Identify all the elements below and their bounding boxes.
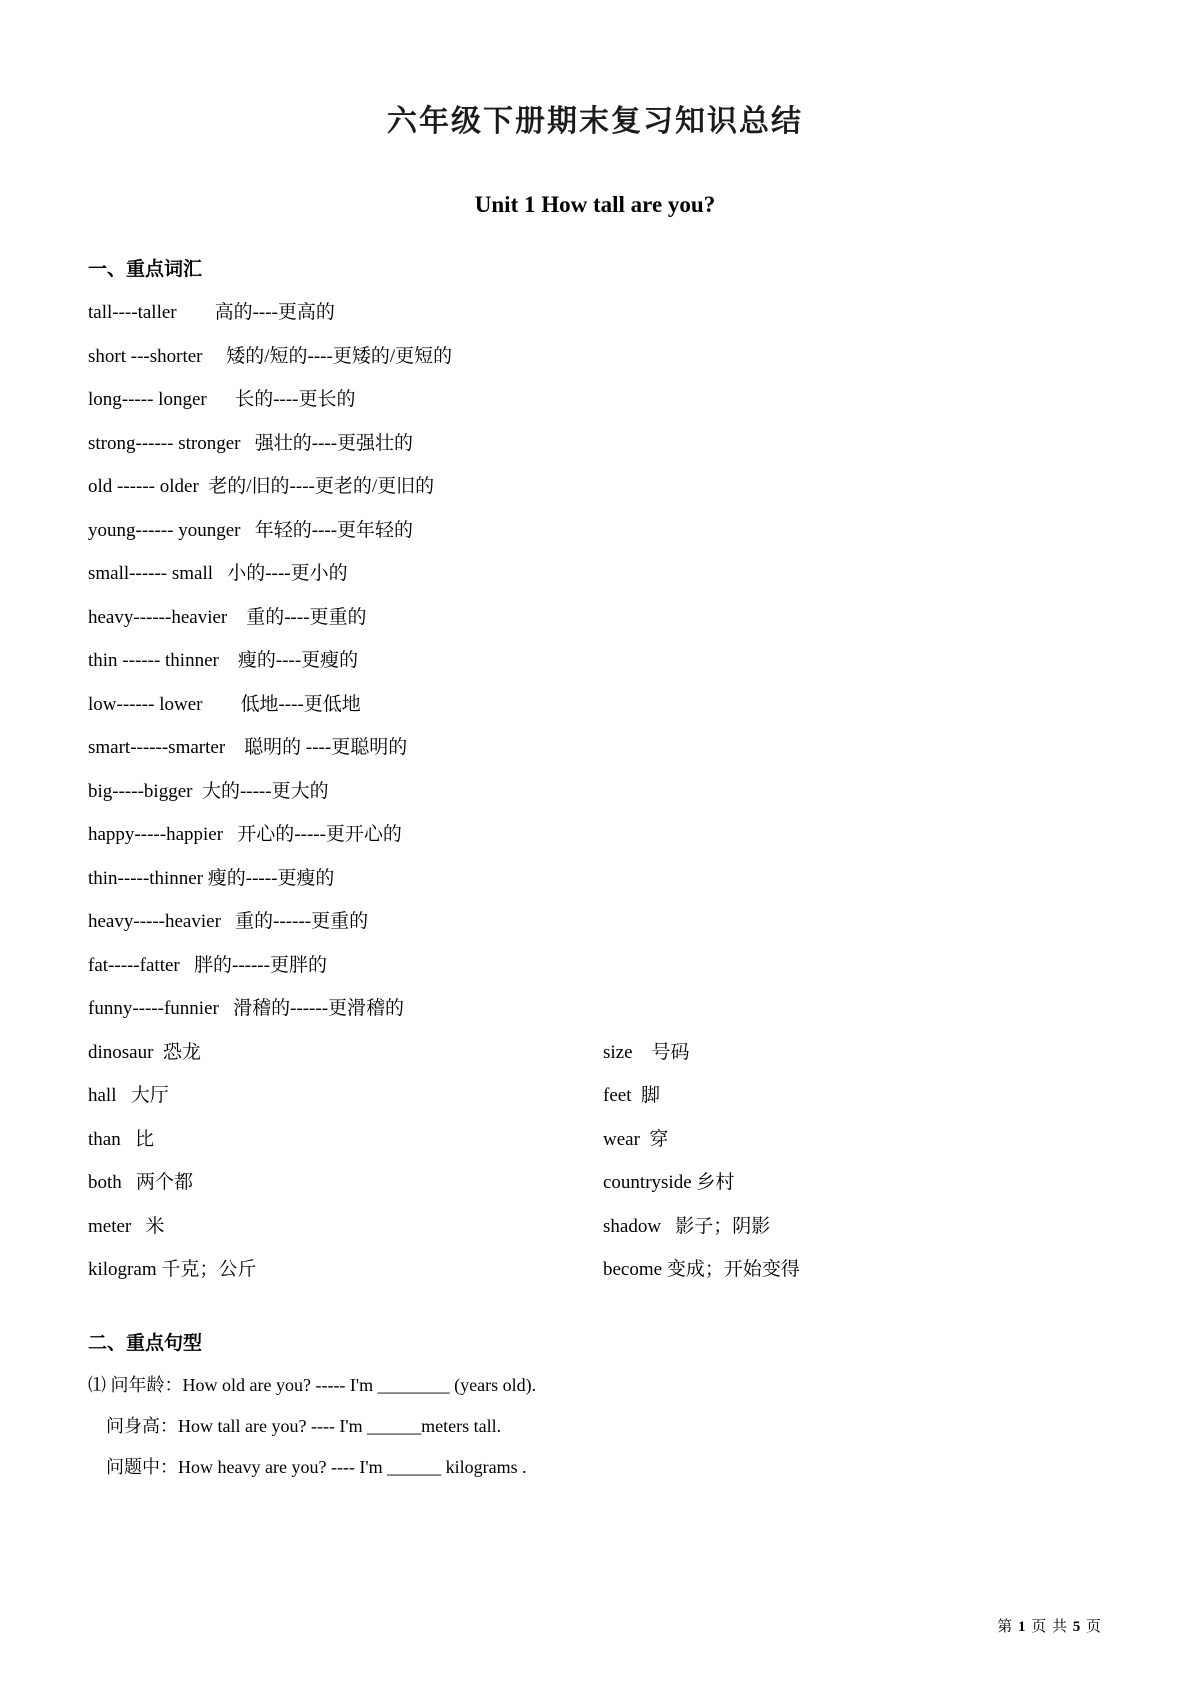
- vocab-line: kilogram 千克；公斤: [88, 1259, 257, 1280]
- vocab-line: old ------ older 老的/旧的----更老的/更旧的: [88, 476, 435, 497]
- vocab-line: big-----bigger 大的-----更大的: [88, 780, 329, 802]
- sentence-pattern-list: [88, 1365, 1102, 1488]
- footer-prefix: 第: [997, 1619, 1014, 1635]
- vocab-line: smart------smarter 聪明的 ----更聪明的: [88, 737, 408, 758]
- footer-suffix: 页: [1085, 1619, 1102, 1635]
- vocabulary-column-right: [595, 1031, 1102, 1292]
- sentence-line: ⑴ 问年龄：How old are you? ----- I'm ________ (years old).: [88, 1374, 537, 1395]
- vocab-line: thin ------ thinner 瘦的----更瘦的: [88, 650, 359, 671]
- vocab-line: both 两个都: [88, 1172, 194, 1193]
- vocab-line: long----- longer 长的----更长的: [88, 389, 356, 410]
- vocab-line: low------ lower 低地----更低地: [88, 693, 361, 715]
- vocab-line: dinosaur 恐龙: [88, 1041, 201, 1063]
- vocab-line: young------ younger 年轻的----更年轻的: [88, 519, 414, 541]
- vocab-line: shadow 影子；阴影: [603, 1215, 771, 1237]
- vocab-line: thin-----thinner 瘦的-----更瘦的: [88, 867, 335, 889]
- vocab-line: strong------ stronger 强壮的----更强壮的: [88, 432, 414, 454]
- vocabulary-column-left: [88, 1031, 595, 1292]
- section-heading-sentence-patterns: 二、重点句型: [88, 1332, 203, 1354]
- vocabulary-list: [88, 291, 1102, 1031]
- section-heading-vocabulary: 一、重点词汇: [88, 259, 203, 280]
- vocab-line: heavy------heavier 重的----更重的: [88, 606, 367, 628]
- page-title: 六年级下册期末复习知识总结: [387, 104, 803, 139]
- footer-middle: 页 共: [1031, 1619, 1068, 1635]
- vocab-line: become 变成；开始变得: [603, 1259, 800, 1280]
- sentence-line: 问题中：How heavy are you? ---- I'm ______ kilograms .: [106, 1456, 527, 1477]
- vocab-line: feet 脚: [603, 1085, 660, 1106]
- vocab-line: than 比: [88, 1128, 154, 1150]
- vocab-line: meter 米: [88, 1215, 165, 1237]
- vocab-line: small------ small 小的----更小的: [88, 563, 348, 584]
- vocab-line: heavy-----heavier 重的------更重的: [88, 911, 369, 932]
- vocabulary-two-column: [88, 1031, 1102, 1292]
- vocab-line: hall 大厅: [88, 1085, 169, 1106]
- vocab-line: countryside 乡村: [603, 1172, 735, 1193]
- vocab-line: fat-----fatter 胖的------更胖的: [88, 954, 327, 976]
- page-footer: [997, 1615, 1102, 1636]
- vocab-line: short ---shorter 矮的/短的----更矮的/更短的: [88, 345, 453, 367]
- vocab-line: funny-----funnier 滑稽的------更滑稽的: [88, 998, 405, 1019]
- vocab-line: tall----taller 高的----更高的: [88, 302, 335, 323]
- footer-total-pages: 5: [1072, 1619, 1082, 1635]
- sentence-line: 问身高：How tall are you? ---- I'm ______meters tall.: [106, 1415, 502, 1436]
- vocab-line: size 号码: [603, 1041, 690, 1063]
- unit-title: Unit 1 How tall are you?: [474, 192, 716, 217]
- vocab-line: happy-----happier 开心的-----更开心的: [88, 824, 402, 845]
- vocab-line: wear 穿: [603, 1128, 669, 1150]
- footer-page-number: 1: [1017, 1619, 1027, 1635]
